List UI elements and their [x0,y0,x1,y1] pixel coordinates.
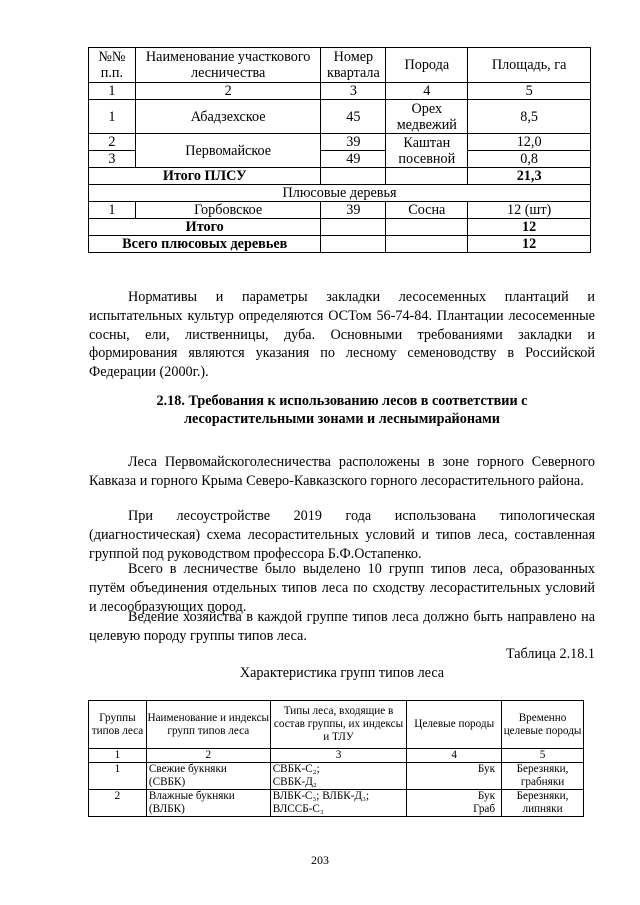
total-value: 12 [468,219,591,236]
plantation-table [88,47,591,253]
index-cell: 1 [89,749,147,763]
row-num: 2 [89,134,136,151]
header-area: Площадь, га [468,48,591,83]
row-temporary [502,790,584,817]
empty-cell [386,219,468,236]
header-temporary: Временно целевые породы [502,701,584,749]
row-quarter: 39 [321,202,386,219]
table-row [89,202,591,219]
table-row [89,134,591,151]
page-number: 203 [311,853,329,867]
header-quarter: Номер квартала [321,48,386,83]
index-cell: 3 [270,749,407,763]
row-name-line: Свежие букняки [148,763,227,775]
table-title: Характеристика групп типов леса [239,665,445,681]
paragraph-norms: Нормативы и параметры закладки лесосеменных плантаций и испытательных культур определяются ОСТом 56-74-84. Плантации лесосеменные сосны, ели, лиственницы, дуба. Основными требованиями закладки и формирования являются указания по лесному семеноводству в Российской Федерации (2000г.). [89,289,595,381]
row-temporary-line: грабняки [520,776,565,788]
table-row [89,790,584,817]
index-cell: 4 [386,83,468,100]
table-row [89,763,584,790]
header-target: Целевые породы [407,701,502,749]
row-num: 3 [89,151,136,168]
paragraph-typology: При лесоустройстве 2019 года использована типологическая (диагностическая) схема лесорастительных условий и типов леса, составленная группой под руководством профессора Б.Ф.Остапенко. [89,508,595,562]
row-types [270,763,407,790]
table-row [89,100,591,134]
row-num: 2 [89,790,147,817]
row-num: 1 [89,100,136,134]
index-cell: 5 [502,749,584,763]
table-header-row [89,48,591,83]
grand-total-row [89,236,591,253]
index-cell: 1 [89,83,136,100]
row-name-line: (ВЛБК) [148,803,185,815]
paragraph-forests: Леса Первомайскоголесничества расположены в зоне горного Северного Кавказа и горного Крыма Северо-Кавказского горного лесорастительного района. [89,454,595,489]
grand-total-label: Всего плюсовых деревьев [89,236,321,253]
row-area: 12,0 [468,134,591,151]
total-plsu-value: 21,3 [468,168,591,185]
row-name-line: Влажные букняки [148,790,235,802]
index-cell: 2 [146,749,270,763]
paragraph-management: Ведение хозяйства в каждой группе типов леса должно быть направлено на целевую породу группы типов леса. [89,609,595,644]
total-plsu-label: Итого ПЛСУ [89,168,321,185]
row-quarter: 49 [321,151,386,168]
row-species: Сосна [386,202,468,219]
column-index-row [89,83,591,100]
row-name [146,790,270,817]
row-types-line: СВБК-Д₂ [272,776,317,788]
header-num: №№ п.п. [89,48,136,83]
section-heading [89,392,595,428]
row-name: Горбовское [135,202,321,219]
section-title: Плюсовые деревья [89,185,591,202]
header-names: Наименование и индексы групп типов леса [146,701,270,749]
table-header-row [89,701,584,749]
row-target-line: Бук [477,790,496,802]
row-types-line: СВБК-С₂; [272,763,320,775]
row-temporary [502,763,584,790]
index-cell: 3 [321,83,386,100]
section-row [89,185,591,202]
empty-cell [321,219,386,236]
index-cell: 4 [407,749,502,763]
row-name: Первомайское [135,134,321,168]
row-species: Каштан посевной [386,134,468,168]
row-temporary-line: Березняки, [516,790,569,802]
forest-groups-table [88,700,584,817]
index-cell: 5 [468,83,591,100]
row-quarter: 39 [321,134,386,151]
total-plsu-row [89,168,591,185]
row-num: 1 [89,202,136,219]
row-area: 0,8 [468,151,591,168]
paragraph-groups: Всего в лесничестве было выделено 10 групп типов леса, образованных путём объединения отдельных типов леса по сходству лесорастительных условий и лесообразующих пород. [89,561,595,615]
row-name-line: (СВБК) [148,776,186,788]
column-index-row [89,749,584,763]
empty-cell [321,168,386,185]
row-temporary-line: липняки [522,803,563,815]
row-target [407,763,502,790]
header-name: Наименование участкового лесничества [135,48,321,83]
section-heading-line: 2.18. Требования к использованию лесов в соответствии с [156,393,528,409]
grand-total-value: 12 [468,236,591,253]
header-types: Типы леса, входящие в состав группы, их индексы и ТЛУ [270,701,407,749]
row-species: Орех медвежий [386,100,468,134]
empty-cell [386,236,468,253]
header-groups: Группы типов леса [89,701,147,749]
table-label: Таблица 2.18.1 [505,646,595,662]
row-name: Абадзехское [135,100,321,134]
row-types-line: ВЛССБ-С₃ [272,803,324,815]
row-temporary-line: Березняки, [516,763,569,775]
empty-cell [386,168,468,185]
total-label: Итого [89,219,321,236]
row-types [270,790,407,817]
row-target [407,790,502,817]
row-area: 8,5 [468,100,591,134]
total-row [89,219,591,236]
empty-cell [321,236,386,253]
index-cell: 2 [135,83,321,100]
row-target-line: Граб [473,803,496,815]
row-types-line: ВЛБК-С₃; ВЛБК-Д₃; [272,790,370,802]
row-num: 1 [89,763,147,790]
row-quarter: 45 [321,100,386,134]
row-target-line: Бук [477,763,496,775]
header-species: Порода [386,48,468,83]
section-heading-line: лесорастительными зонами и леснымирайонами [184,411,500,427]
row-name [146,763,270,790]
row-area: 12 (шт) [468,202,591,219]
